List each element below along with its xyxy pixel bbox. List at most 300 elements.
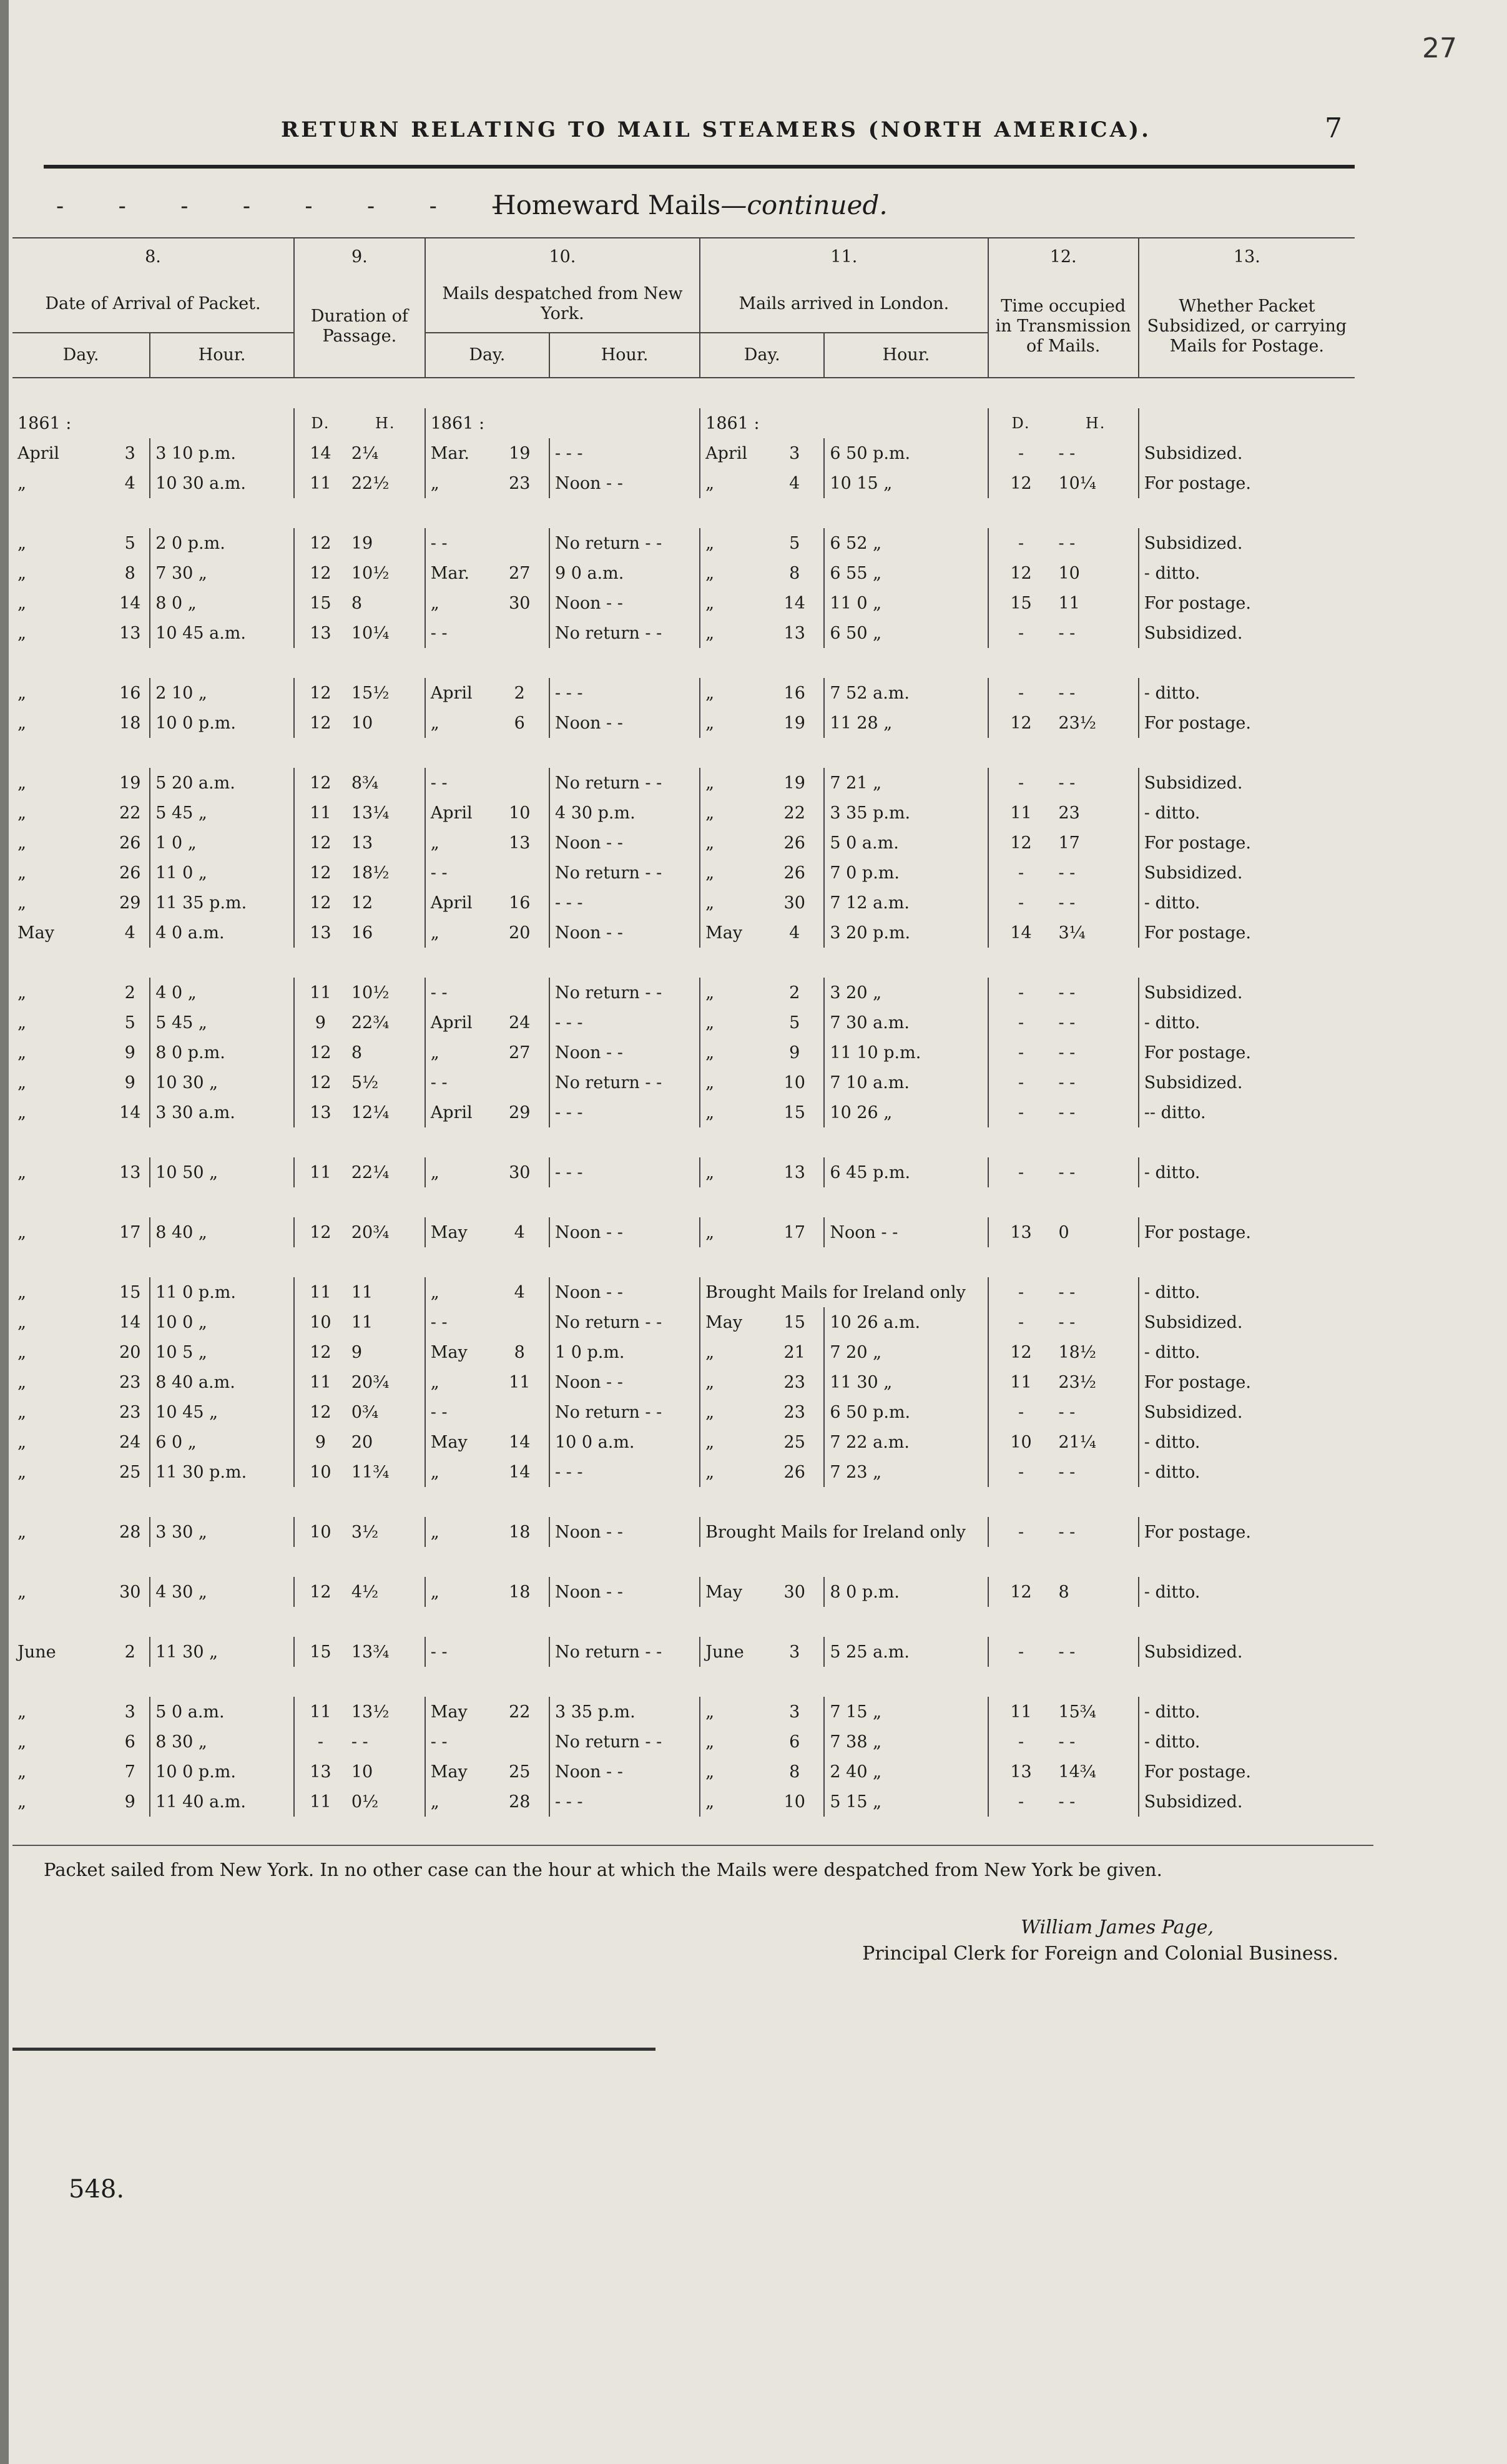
london-day: 5 [765,1008,824,1038]
newyork-day: 11 [491,1367,549,1397]
subhead-hour: Hour. [824,333,988,378]
passage-days: 9 [315,1013,326,1033]
passage-days: 11 [310,1792,331,1812]
footnote: Packet sailed from New York. In no other case can the hour at which the Mails were despatched from New York be given. [44,1859,1162,1880]
london-day: 19 [765,708,824,738]
london-hour: 10 15 „ [824,468,988,498]
passage-hours: 0¾ [346,1397,425,1427]
packet-status: - ditto. [1144,803,1200,823]
newyork-hour: No return - - [549,1637,700,1667]
newyork-month: May [430,1702,468,1722]
passage-hours: 5½ [346,1068,425,1097]
newyork-day [491,858,549,888]
row-spacer [12,1127,1355,1157]
arrival-month: „ [17,1072,26,1092]
arrival-day: 5 [110,1008,150,1038]
arrival-day: 26 [110,858,150,888]
transmission-days: 14 [1010,923,1032,943]
packet-status: Subsidized. [1144,863,1243,883]
table-row [12,558,1355,588]
arrival-month: „ [17,1222,26,1242]
newyork-month: „ [430,1162,439,1182]
arrival-hour: 3 30 a.m. [150,1097,294,1127]
arrival-month: „ [17,1102,26,1122]
arrival-month: „ [17,1162,26,1182]
london-day: 30 [765,888,824,918]
top-rule [44,165,1355,169]
london-hour: 7 52 a.m. [824,678,988,708]
unit-hours: H. [346,408,425,438]
passage-days: 13 [310,923,331,943]
london-month: „ [705,1102,715,1122]
arrival-month: „ [17,683,26,703]
newyork-day: 4 [491,1277,549,1307]
arrival-month: „ [17,713,26,733]
passage-days: 12 [310,863,331,883]
passage-days: 12 [310,1402,331,1422]
transmission-days: - [1018,1162,1024,1182]
transmission-days: - [1018,773,1024,793]
newyork-day: 23 [491,468,549,498]
passage-days: 12 [310,1222,331,1242]
transmission-days: - [1018,1792,1024,1812]
london-day: 4 [765,468,824,498]
transmission-hours: 0 [1053,1217,1138,1247]
col-num-8: 8. [12,238,294,276]
arrival-day: 9 [110,1038,150,1068]
arrival-month: „ [17,773,26,793]
transmission-days: 11 [1010,803,1032,823]
table-row [12,528,1355,558]
transmission-days: 11 [1010,1702,1032,1722]
packet-status: For postage. [1144,1522,1251,1542]
transmission-days: - [1018,1282,1024,1302]
arrival-month: „ [17,1582,26,1602]
arrival-month: „ [17,1432,26,1452]
transmission-hours: - - [1053,438,1138,468]
transmission-days: 13 [1010,1222,1032,1242]
col-head-duration: Duration of Passage. [294,276,425,378]
table-row [12,1577,1355,1607]
london-day: 10 [765,1068,824,1097]
london-day: 26 [765,828,824,858]
newyork-day: 25 [491,1757,549,1787]
arrival-month: „ [17,1792,26,1812]
arrival-month: „ [17,473,26,493]
col-head-arrival: Date of Arrival of Packet. [12,276,294,333]
section-title-main: Homeward Mails [493,190,721,220]
london-month: „ [705,683,715,703]
passage-hours: 11 [346,1277,425,1307]
table-row [12,1397,1355,1427]
arrival-day: 2 [110,1637,150,1667]
transmission-hours: - - [1053,618,1138,648]
arrival-month: „ [17,983,26,1003]
arrival-hour: 11 0 p.m. [150,1277,294,1307]
arrival-month: „ [17,1702,26,1722]
newyork-month: May [430,1432,468,1452]
london-day: 6 [765,1727,824,1757]
arrival-hour: 8 30 „ [150,1727,294,1757]
row-spacer [12,1487,1355,1517]
london-month: „ [705,713,715,733]
newyork-day [491,978,549,1008]
table-row [12,768,1355,798]
arrival-day: 14 [110,1097,150,1127]
passage-days: 11 [310,1162,331,1182]
newyork-hour: 1 0 p.m. [549,1337,700,1367]
newyork-hour: - - - [549,1457,700,1487]
passage-days: 12 [310,773,331,793]
passage-days: 12 [310,1043,331,1063]
transmission-hours: 10¼ [1053,468,1138,498]
packet-status: - ditto. [1144,1162,1200,1182]
london-hour: 6 50 „ [824,618,988,648]
newyork-month: April [430,683,473,703]
london-day: 15 [765,1097,824,1127]
newyork-day: 16 [491,888,549,918]
packet-status: Subsidized. [1144,1642,1243,1662]
signature-title: Principal Clerk for Foreign and Colonial Business. [862,1943,1338,1965]
london-day: 13 [765,618,824,648]
newyork-day: 29 [491,1097,549,1127]
arrival-hour: 10 45 a.m. [150,618,294,648]
newyork-month: - - [430,773,448,793]
transmission-days: - [1018,443,1024,463]
arrival-day: 7 [110,1757,150,1787]
newyork-month: - - [430,983,448,1003]
transmission-days: - [1018,983,1024,1003]
table-body [12,378,1355,1817]
london-hour: 5 25 a.m. [824,1637,988,1667]
row-spacer [12,1187,1355,1217]
arrival-day: 9 [110,1068,150,1097]
col-head-transmission: Time occupied in Transmission of Mails. [988,276,1139,378]
col-num-12: 12. [988,238,1139,276]
london-month: May [705,923,743,943]
london-hour: 7 30 a.m. [824,1008,988,1038]
arrival-hour: 10 0 p.m. [150,708,294,738]
transmission-hours: - - [1053,1097,1138,1127]
london-month: „ [705,863,715,883]
packet-status: For postage. [1144,1762,1251,1782]
newyork-day: 2 [491,678,549,708]
newyork-day: 27 [491,1038,549,1068]
packet-status: For postage. [1144,1372,1251,1392]
passage-hours: 3½ [346,1517,425,1547]
passage-days: 11 [310,803,331,823]
london-month: „ [705,1072,715,1092]
transmission-days: - [1018,533,1024,553]
transmission-hours: - - [1053,1637,1138,1667]
arrival-month: „ [17,1462,26,1482]
newyork-hour: 10 0 a.m. [549,1427,700,1457]
newyork-day: 30 [491,1157,549,1187]
arrival-hour: 11 0 „ [150,858,294,888]
transmission-days: - [1018,623,1024,643]
col-num-11: 11. [700,238,988,276]
london-day: 2 [765,978,824,1008]
arrival-hour: 5 20 a.m. [150,768,294,798]
london-hour: Noon - - [824,1217,988,1247]
passage-hours: 15½ [346,678,425,708]
packet-status: - ditto. [1144,563,1200,583]
passage-days: 12 [310,1582,331,1602]
packet-status: Subsidized. [1144,443,1243,463]
newyork-hour: No return - - [549,1397,700,1427]
packet-status: - ditto. [1144,1462,1200,1482]
table-row [12,1517,1355,1547]
table-row [12,1217,1355,1247]
table-row [12,588,1355,618]
table-row [12,1008,1355,1038]
arrival-day: 17 [110,1217,150,1247]
newyork-hour: No return - - [549,528,700,558]
arrival-hour: 10 45 „ [150,1397,294,1427]
london-day: 17 [765,1217,824,1247]
arrival-day: 22 [110,798,150,828]
london-month: „ [705,983,715,1003]
packet-status: -- ditto. [1144,1102,1206,1122]
london-day: 22 [765,798,824,828]
transmission-days: - [1018,1732,1024,1752]
london-day: 5 [765,528,824,558]
table-row [12,1637,1355,1667]
newyork-hour: Noon - - [549,918,700,948]
newyork-hour: No return - - [549,1727,700,1757]
table-row [12,1787,1355,1817]
london-day: 3 [765,1637,824,1667]
london-month: „ [705,833,715,853]
arrival-day: 13 [110,1157,150,1187]
newyork-month: Mar. [430,563,469,583]
london-day: 14 [765,588,824,618]
table-row [12,678,1355,708]
end-rule [12,2048,655,2051]
passage-hours: 13¾ [346,1637,425,1667]
newyork-hour: No return - - [549,768,700,798]
col-num-10: 10. [425,238,700,276]
arrival-month: „ [17,593,26,613]
arrival-hour: 4 0 „ [150,978,294,1008]
london-hour: 11 10 p.m. [824,1038,988,1068]
london-hour: 6 55 „ [824,558,988,588]
london-day: 23 [765,1397,824,1427]
london-month: „ [705,1792,715,1812]
year-label: 1861 : [705,413,760,433]
newyork-month: May [430,1342,468,1362]
arrival-day: 18 [110,708,150,738]
arrival-month: „ [17,1732,26,1752]
newyork-month: „ [430,1792,439,1812]
london-day: 3 [765,438,824,468]
transmission-days: 12 [1010,1342,1032,1362]
arrival-day: 3 [110,438,150,468]
london-hour: 10 26 a.m. [824,1307,988,1337]
london-hour: 10 26 „ [824,1097,988,1127]
newyork-month: - - [430,1072,448,1092]
london-hour: 7 21 „ [824,768,988,798]
transmission-hours: 15¾ [1053,1697,1138,1727]
transmission-days: 12 [1010,833,1032,853]
newyork-day [491,528,549,558]
transmission-hours: - - [1053,678,1138,708]
newyork-month: - - [430,533,448,553]
newyork-hour: - - - [549,678,700,708]
newyork-day: 22 [491,1697,549,1727]
arrival-day: 2 [110,978,150,1008]
london-day: 8 [765,1757,824,1787]
passage-hours: 13 [346,828,425,858]
passage-days: 9 [315,1432,326,1452]
london-month: „ [705,1762,715,1782]
arrival-hour: 10 30 a.m. [150,468,294,498]
table-row [12,618,1355,648]
year-row [12,408,1355,438]
section-title-cont: —continued. [720,190,888,220]
london-day: 9 [765,1038,824,1068]
packet-status: Subsidized. [1144,533,1243,553]
arrival-month: „ [17,563,26,583]
london-hour: 5 0 a.m. [824,828,988,858]
arrival-hour: 10 0 p.m. [150,1757,294,1787]
transmission-days: 12 [1010,563,1032,583]
section-title [493,190,888,220]
passage-hours: - - [346,1727,425,1757]
london-month: May [705,1312,743,1332]
packet-status: Subsidized. [1144,983,1243,1003]
col-head-despatched: Mails despatched from New York. [425,276,700,333]
newyork-month: „ [430,923,439,943]
newyork-hour: No return - - [549,618,700,648]
newyork-day: 18 [491,1517,549,1547]
arrival-day: 3 [110,1697,150,1727]
packet-status: - ditto. [1144,1432,1200,1452]
newyork-hour: Noon - - [549,1517,700,1547]
newyork-hour: No return - - [549,978,700,1008]
transmission-days: - [1018,1013,1024,1033]
transmission-days: - [1018,863,1024,883]
newyork-month: - - [430,623,448,643]
newyork-day: 6 [491,708,549,738]
transmission-hours: 17 [1053,828,1138,858]
transmission-hours: - - [1053,1307,1138,1337]
passage-days: 10 [310,1312,331,1332]
packet-status: Subsidized. [1144,1402,1243,1422]
london-month: „ [705,1702,715,1722]
london-hour: 7 10 a.m. [824,1068,988,1097]
table-row [12,798,1355,828]
packet-status: Subsidized. [1144,623,1243,643]
passage-hours: 10½ [346,978,425,1008]
packet-status: For postage. [1144,593,1251,613]
transmission-hours: - - [1053,1277,1138,1307]
london-month: June [705,1642,744,1662]
newyork-month: Mar. [430,443,469,463]
passage-hours: 10 [346,1757,425,1787]
packet-status: For postage. [1144,1043,1251,1063]
newyork-month: April [430,803,473,823]
newyork-day: 30 [491,588,549,618]
london-day: 26 [765,1457,824,1487]
table-row [12,918,1355,948]
newyork-hour: No return - - [549,1307,700,1337]
london-day: 10 [765,1787,824,1817]
passage-days: 13 [310,623,331,643]
transmission-days: - [1018,1402,1024,1422]
london-day: 30 [765,1577,824,1607]
newyork-month: - - [430,863,448,883]
london-month: „ [705,1013,715,1033]
arrival-day: 14 [110,1307,150,1337]
london-month: „ [705,563,715,583]
year-label: 1861 : [430,413,485,433]
newyork-hour: Noon - - [549,468,700,498]
london-month: April [705,443,748,463]
london-hour: 6 45 p.m. [824,1157,988,1187]
arrival-hour: 8 0 „ [150,588,294,618]
london-month: „ [705,1462,715,1482]
newyork-month: „ [430,1372,439,1392]
london-month: „ [705,773,715,793]
table-row [12,1337,1355,1367]
transmission-hours: - - [1053,1727,1138,1757]
packet-status: - ditto. [1144,893,1200,913]
passage-days: 12 [310,533,331,553]
london-month: „ [705,1043,715,1063]
arrival-hour: 5 45 „ [150,1008,294,1038]
arrival-month: „ [17,1013,26,1033]
newyork-hour: Noon - - [549,1757,700,1787]
packet-status: For postage. [1144,833,1251,853]
arrival-month: „ [17,533,26,553]
london-month: „ [705,1372,715,1392]
transmission-hours: - - [1053,1038,1138,1068]
arrival-hour: 2 10 „ [150,678,294,708]
passage-days: 13 [310,1762,331,1782]
packet-status: Subsidized. [1144,1792,1243,1812]
passage-hours: 8 [346,588,425,618]
packet-status: Subsidized. [1144,1072,1243,1092]
passage-hours: 12 [346,888,425,918]
newyork-day: 14 [491,1457,549,1487]
arrival-hour: 11 40 a.m. [150,1787,294,1817]
passage-hours: 8¾ [346,768,425,798]
packet-status: - ditto. [1144,1342,1200,1362]
arrival-hour: 11 30 p.m. [150,1457,294,1487]
london-day: 16 [765,678,824,708]
subhead-hour: Hour. [549,333,700,378]
newyork-month: „ [430,1582,439,1602]
newyork-day: 27 [491,558,549,588]
table-row [12,1367,1355,1397]
transmission-hours: 18½ [1053,1337,1138,1367]
arrival-hour: 4 30 „ [150,1577,294,1607]
packet-status: - ditto. [1144,1702,1200,1722]
arrival-day: 16 [110,678,150,708]
table-row [12,828,1355,858]
london-hour: 3 20 p.m. [824,918,988,948]
transmission-days: 12 [1010,1582,1032,1602]
arrival-day: 14 [110,588,150,618]
newyork-month: - - [430,1732,448,1752]
newyork-hour: - - - [549,438,700,468]
table-row [12,468,1355,498]
passage-days: 12 [310,1342,331,1362]
table-bottom-rule [12,1845,1373,1846]
london-month: „ [705,1732,715,1752]
transmission-hours: - - [1053,1068,1138,1097]
